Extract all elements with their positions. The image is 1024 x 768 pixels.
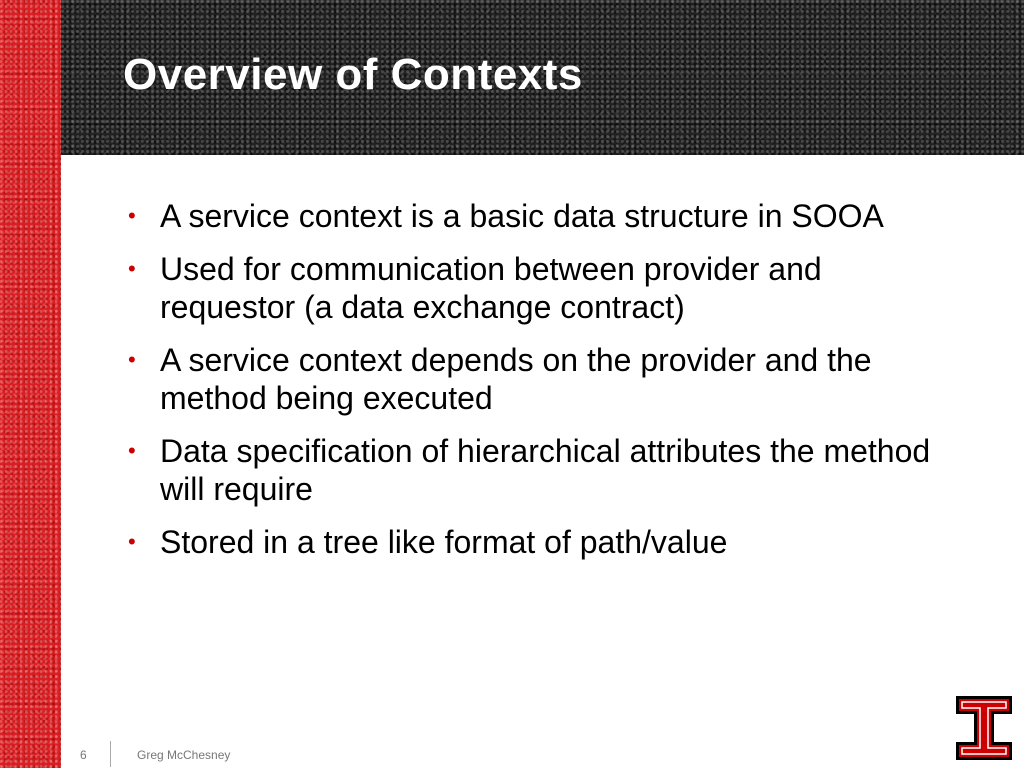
bullet-item [128,432,948,508]
footer-author: Greg McChesney [137,748,231,762]
bullet-item [128,197,948,235]
bullet-text: A service context is a basic data structure in SOOA [160,198,884,234]
bullet-list [128,197,948,576]
bullet-item [128,250,948,326]
double-t-logo-icon [954,694,1014,762]
bullet-marker: • [128,203,136,228]
bullet-text: A service context depends on the provider and the method being executed [160,342,872,416]
bullet-marker: • [128,256,136,281]
bullet-marker: • [128,347,136,372]
bullet-text: Data specification of hierarchical attributes the method will require [160,433,931,507]
red-sidebar-decoration [0,0,61,768]
bullet-text: Stored in a tree like format of path/value [160,524,728,560]
bullet-marker: • [128,438,136,463]
page-number: 6 [80,748,87,762]
bullet-item [128,523,948,561]
footer-divider [110,741,111,767]
bullet-marker: • [128,529,136,554]
slide-title: Overview of Contexts [123,50,583,99]
bullet-item [128,341,948,417]
bullet-text: Used for communication between provider and requestor (a data exchange contract) [160,251,822,325]
